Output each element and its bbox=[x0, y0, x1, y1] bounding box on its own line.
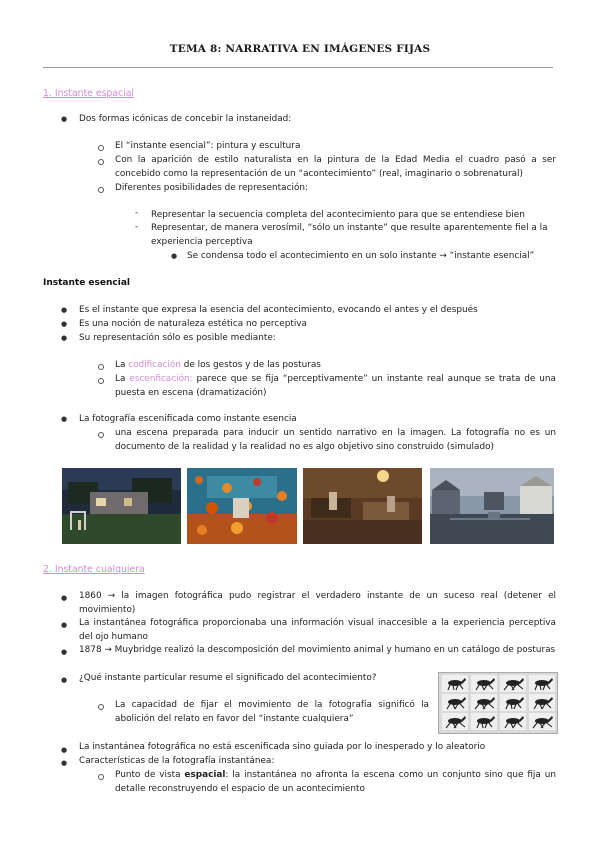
bullet-icon: ● bbox=[61, 759, 68, 767]
list-item: La instantánea fotográfica no está escenificada sino guiada por lo inesperado y lo aleatorio bbox=[79, 742, 486, 752]
list-item: Características de la fotografía instantánea: bbox=[79, 756, 275, 766]
list-item: Representar la secuencia completa del acontecimiento para que se entendiese bien bbox=[151, 210, 525, 220]
bold-text: espacial bbox=[184, 770, 226, 780]
circle-bullet-icon bbox=[98, 364, 104, 370]
title-divider bbox=[43, 67, 553, 68]
photo-autumn-leaves-graphic bbox=[187, 468, 297, 544]
text: parece que se fija “perceptivamente” un instante real aunque se trata de una puesta en escena (dramatización) bbox=[115, 374, 556, 398]
text: Punto de vista bbox=[115, 770, 185, 780]
list-item bbox=[115, 359, 555, 373]
list-item: una escena preparada para inducir un sentido narrativo en la imagen. La fotografía no es un documento de la realidad y la realidad no es algo objetivo sino construido (simulado) bbox=[115, 428, 556, 452]
photo-living-room bbox=[303, 468, 422, 544]
list-item: Con la aparición de estilo naturalista en la pintura de la Edad Media el cuadro pasó a ser concebido como la representación de un “acontecimiento” (real, imaginario o sobrenatural) bbox=[115, 155, 556, 179]
highlight-text: codificación bbox=[128, 360, 181, 370]
section-2-heading[interactable]: 2. Instante cualquiera bbox=[43, 564, 145, 575]
photo-trailer-night-graphic bbox=[62, 468, 181, 544]
text: de los gestos y de las posturas bbox=[180, 360, 321, 370]
bullet-icon: ● bbox=[61, 115, 68, 123]
section-1-heading[interactable]: 1. Instante espacial bbox=[43, 88, 134, 99]
list-item: Se condensa todo el acontecimiento en un solo instante → “instante esencial” bbox=[187, 251, 535, 261]
muybridge-grid-graphic bbox=[439, 673, 557, 733]
list-item: 1860 → la imagen fotográfica pudo registrar el verdadero instante de un suceso real (detener el movimiento) bbox=[79, 591, 556, 615]
bullet-icon: ● bbox=[171, 252, 178, 260]
list-item: La fotografía escenificada como instante esencia bbox=[79, 414, 297, 424]
bullet-icon: ● bbox=[61, 334, 68, 342]
dash-bullet-icon: - bbox=[135, 222, 139, 232]
photo-living-room-graphic bbox=[303, 468, 422, 544]
photo-autumn-leaves-room bbox=[187, 468, 297, 544]
text: La bbox=[115, 374, 130, 384]
list-item bbox=[115, 373, 556, 400]
list-item: 1878 → Muybridge realizó la descomposición del movimiento animal y humano en un catálogo de posturas bbox=[79, 645, 556, 655]
list-item: ¿Qué instante particular resume el significado del acontecimiento? bbox=[79, 673, 377, 683]
bullet-icon: ● bbox=[61, 415, 68, 423]
list-item bbox=[115, 769, 556, 796]
bullet-icon: ● bbox=[61, 320, 68, 328]
bullet-icon: ● bbox=[61, 648, 68, 656]
photo-flooded-street-graphic bbox=[430, 468, 554, 544]
circle-bullet-icon bbox=[98, 187, 104, 193]
bullet-icon: ● bbox=[61, 621, 68, 629]
circle-bullet-icon bbox=[98, 378, 104, 384]
list-item: Diferentes posibilidades de representación: bbox=[115, 183, 308, 193]
dash-bullet-icon: - bbox=[135, 208, 139, 218]
circle-bullet-icon bbox=[98, 145, 104, 151]
bullet-icon: ● bbox=[61, 306, 68, 314]
instante-esencial-heading: Instante esencial bbox=[43, 278, 130, 288]
circle-bullet-icon bbox=[98, 774, 104, 780]
list-item: Representar, de manera verosímil, “sólo un instante” que resulte aparentemente fiel a la experiencia perceptiva bbox=[151, 223, 548, 247]
circle-bullet-icon bbox=[98, 432, 104, 438]
page-title: TEMA 8: NARRATIVA EN IMÁGENES FIJAS bbox=[169, 43, 431, 55]
list-item: La capacidad de fijar el movimiento de la fotografía significó la abolición del relato en favor del “instante cualquiera” bbox=[115, 700, 429, 724]
text: : la instantánea no afronta la escena como un conjunto sino que fija un detalle reconstruyendo el espacio de un acontecimiento bbox=[115, 770, 556, 794]
text: La bbox=[115, 360, 129, 370]
list-item: Su representación sólo es posible mediante: bbox=[79, 333, 276, 343]
list-item: Es una noción de naturaleza estética no perceptiva bbox=[79, 319, 307, 329]
circle-bullet-icon bbox=[98, 159, 104, 165]
bullet-icon: ● bbox=[61, 746, 68, 754]
list-item: Es el instante que expresa la esencia del acontecimiento, evocando el antes y el después bbox=[79, 305, 478, 315]
list-item: La instantánea fotográfica proporcionaba una información visual inaccesible a la experiencia perceptiva del ojo humano bbox=[79, 618, 556, 642]
photo-flooded-street bbox=[430, 468, 554, 544]
photo-muybridge-horse-sequence bbox=[438, 672, 558, 734]
list-item: El “instante esencial”: pintura y escultura bbox=[115, 141, 301, 151]
highlight-text: escenficación: bbox=[129, 374, 193, 384]
list-item: Dos formas icónicas de concebir la instaneidad: bbox=[79, 114, 292, 124]
bullet-icon: ● bbox=[61, 676, 68, 684]
photo-trailer-night bbox=[62, 468, 181, 544]
circle-bullet-icon bbox=[98, 704, 104, 710]
bullet-icon: ● bbox=[61, 594, 68, 602]
